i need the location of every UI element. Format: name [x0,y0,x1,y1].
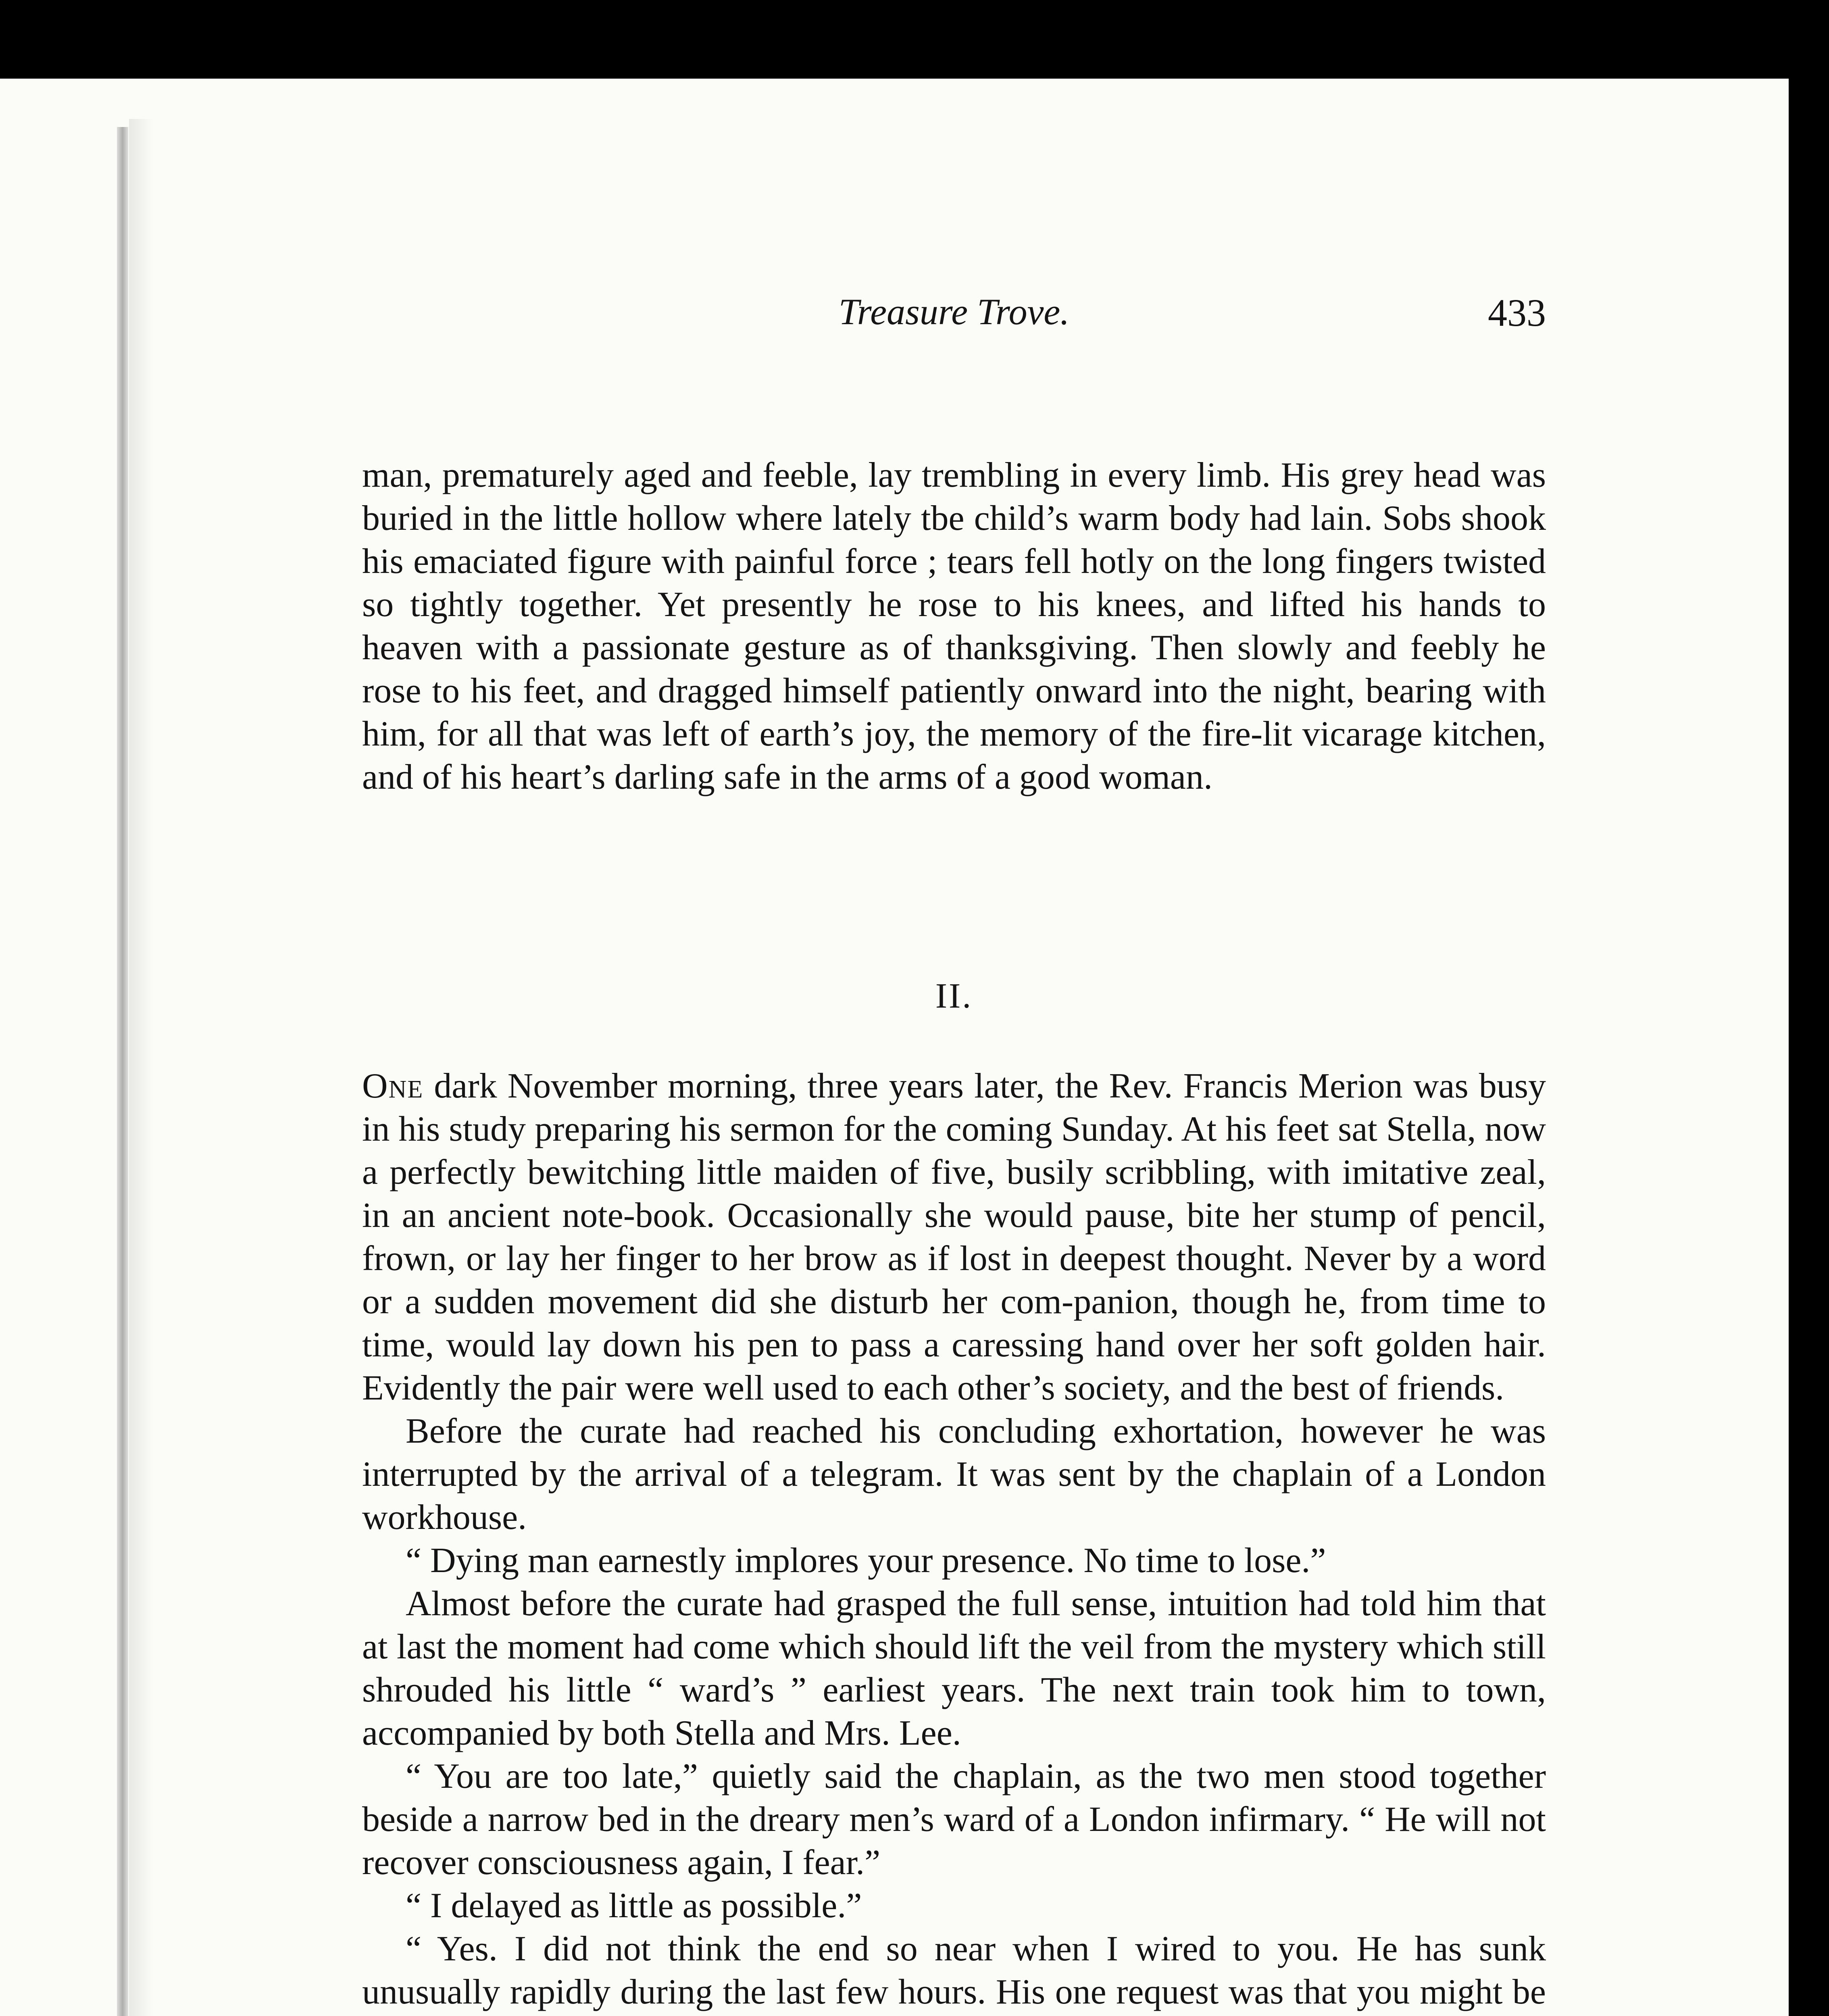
page-number: 433 [1488,291,1546,334]
section-paragraph: “ Dying man earnestly implores your presence. No time to lose.” [406,1541,1326,1580]
section-paragraph [362,1064,1546,1410]
running-head [362,290,1546,343]
section-paragraph: Before the curate had reached his concluding exhortation, however he was interrupted by the arrival of a telegram. It was sent by the chaplain of a London workhouse. [362,1412,1546,1537]
section-paragraph: “ I delayed as little as possible.” [406,1886,862,1925]
section-heading: II. [935,977,973,1016]
section-body [362,1064,1546,2016]
section-paragraph-text: dark November morning, three years later, the Rev. Francis Merion was busy in his study preparing his sermon for the coming Sunday. At his feet sat Stella, now a perfectly bewitching little maiden of five, busily scribbling, with imitative zeal, in an ancient note-book. Occasionally she would pause, bite her stump of pencil, frown, or lay her finger to her brow as if lost in deepest thought. Never by a word or a sudden movement did she disturb her com-panion, though he, from time to time, would lay down his pen to pass a caressing hand over her soft golden hair. Evidently the pair were well used to each other’s society, and the best of friends. [362,1066,1546,1408]
running-title: Treasure Trove. [838,291,1070,332]
opening-word: One [362,1066,424,1106]
page-binding-edge [117,127,128,2016]
paragraph-continuation: man, prematurely aged and feeble, lay trembling in every limb. His grey head was buried in the little hollow where lately tbe child’s warm body had lain. Sobs shook his emaciated figure with painful force ; tears fell hotly on the long fingers twisted so tightly together. Yet presently he rose to his knees, and lifted his hands to heaven with a passionate gesture as of thanksgiving. Then slowly and feebly he rose to his feet, and dragged himself patiently onward into the night, bearing with him, for all that was left of earth’s joy, the memory of the fire-lit vicarage kitchen, and of his heart’s darling safe in the arms of a good woman. [362,456,1546,797]
section-paragraph: “ You are too late,” quietly said the chaplain, as the two men stood together beside a narrow bed in the dreary men’s ward of a London infirmary. “ He will not recover consciousness again, I fear.” [362,1757,1546,1882]
page-binding-shadow [129,119,153,2016]
section-paragraph: “ Yes. I did not think the end so near when I wired to you. He has sunk unusually rapidly during the last few hours. His one request was that you might be [362,1929,1546,2012]
section-paragraph: Almost before the curate had grasped the full sense, intuition had told him that at last the moment had come which should lift the veil from the mystery which still shrouded his little “ ward’s ” earliest years. The next train took him to town, accompanied by both Stella and Mrs. Lee. [362,1584,1546,1753]
book-page [0,79,1789,2016]
